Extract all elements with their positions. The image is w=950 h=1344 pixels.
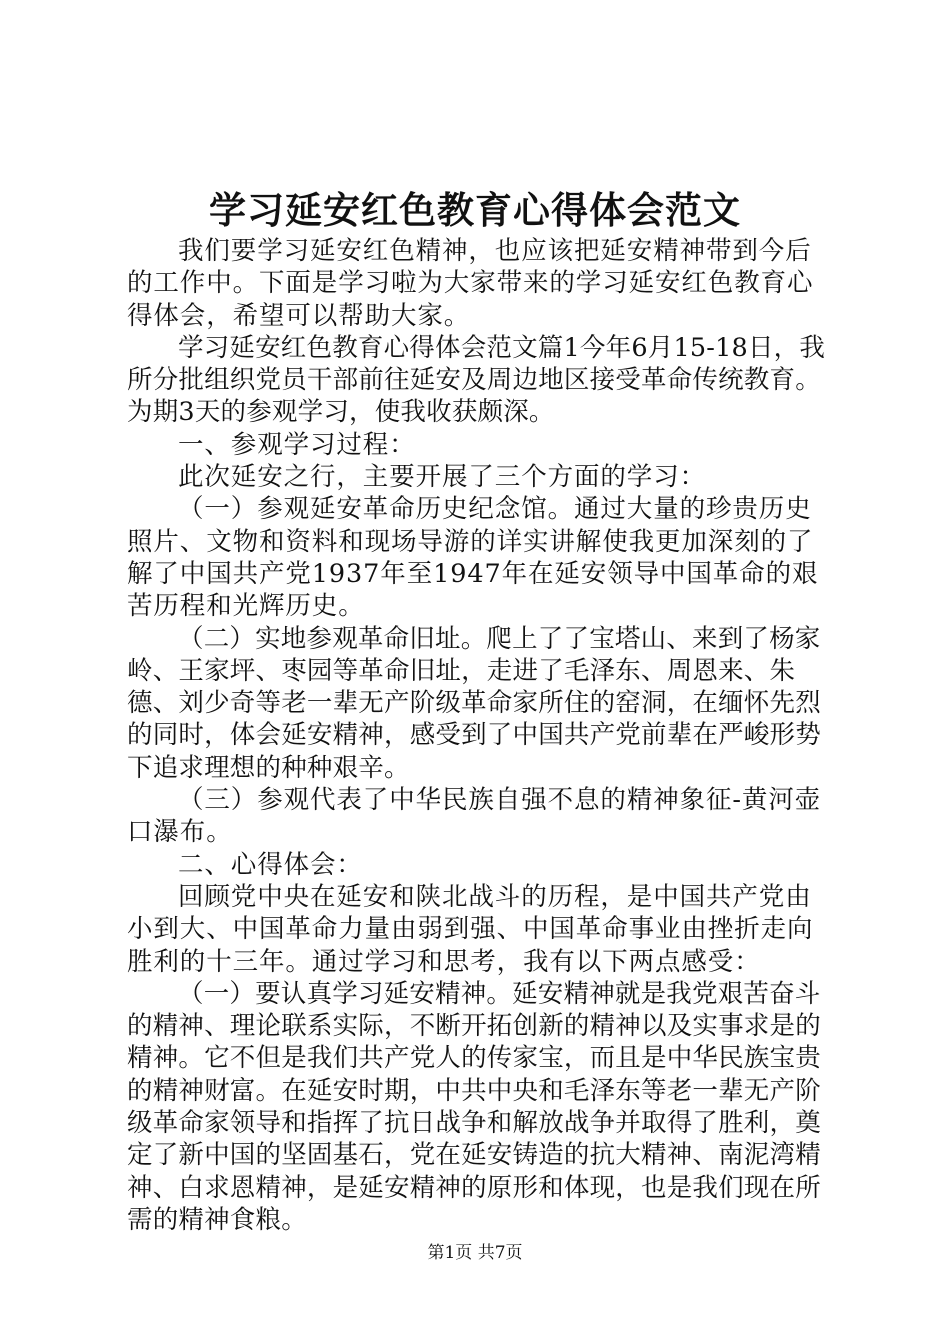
section-heading-visit-process: 一、参观学习过程： [178,429,416,460]
paragraph-article-1-opening: 学习延安红色教育心得体会范文篇1今年6月15-18日，我所分批组织党员干部前往延安及周边地区接受革命传统教育。为期3天的参观学习，使我收获颇深。 [127,332,826,428]
paragraph-memorial-hall: （一）参观延安革命历史纪念馆。通过大量的珍贵历史照片、文物和资料和现场导游的详实讲解使我更加深刻的了解了中国共产党1937年至1947年在延安领导中国革命的艰苦历程和光辉历史。 [127,494,819,622]
document-title: 学习延安红色教育心得体会范文 [209,188,741,232]
paragraph-yanan-spirit: （一）要认真学习延安精神。延安精神就是我党艰苦奋斗的精神、理论联系实际，不断开拓创新的精神以及实事求是的精神。它不但是我们共产党人的传家宝，而且是中华民族宝贵的精神财富。在延安时期，中共中央和毛泽东等老一辈无产阶级革命家领导和指挥了抗日战争和解放战争并取得了胜利，奠定了新中国的坚固基石，党在延安铸造的抗大精神、南泥湾精神、白求恩精神，是延安精神的原形和体现，也是我们现在所需的精神食粮。 [127,978,821,1235]
paragraph-hukou-waterfall: （三）参观代表了中华民族自强不息的精神象征-黄河壶口瀑布。 [127,785,822,848]
document-body [127,235,830,1236]
section-heading-reflections: 二、心得体会： [178,849,363,880]
page-number-footer: 第1页 共7页 [427,1243,523,1263]
paragraph-intro: 我们要学习延安红色精神，也应该把延安精神带到今后的工作中。下面是学习啦为大家带来的学习延安红色教育心得体会，希望可以帮助大家。 [127,236,814,331]
paragraph-review-history: 回顾党中央在延安和陕北战斗的历程，是中国共产党由小到大、中国革命力量由弱到强、中国革命事业由挫折走向胜利的十三年。通过学习和思考，我有以下两点感受： [127,881,814,977]
paragraph-revolutionary-sites: （二）实地参观革命旧址。爬上了了宝塔山、来到了杨家岭、王家坪、枣园等革命旧址，走进了毛泽东、周恩来、朱德、刘少奇等老一辈无产阶级革命家所住的窑洞，在缅怀先烈的同时，体会延安精神，感受到了中国共产党前辈在严峻形势下追求理想的种种艰辛。 [127,623,821,783]
paragraph-visit-overview: 此次延安之行，主要开展了三个方面的学习： [178,462,707,493]
